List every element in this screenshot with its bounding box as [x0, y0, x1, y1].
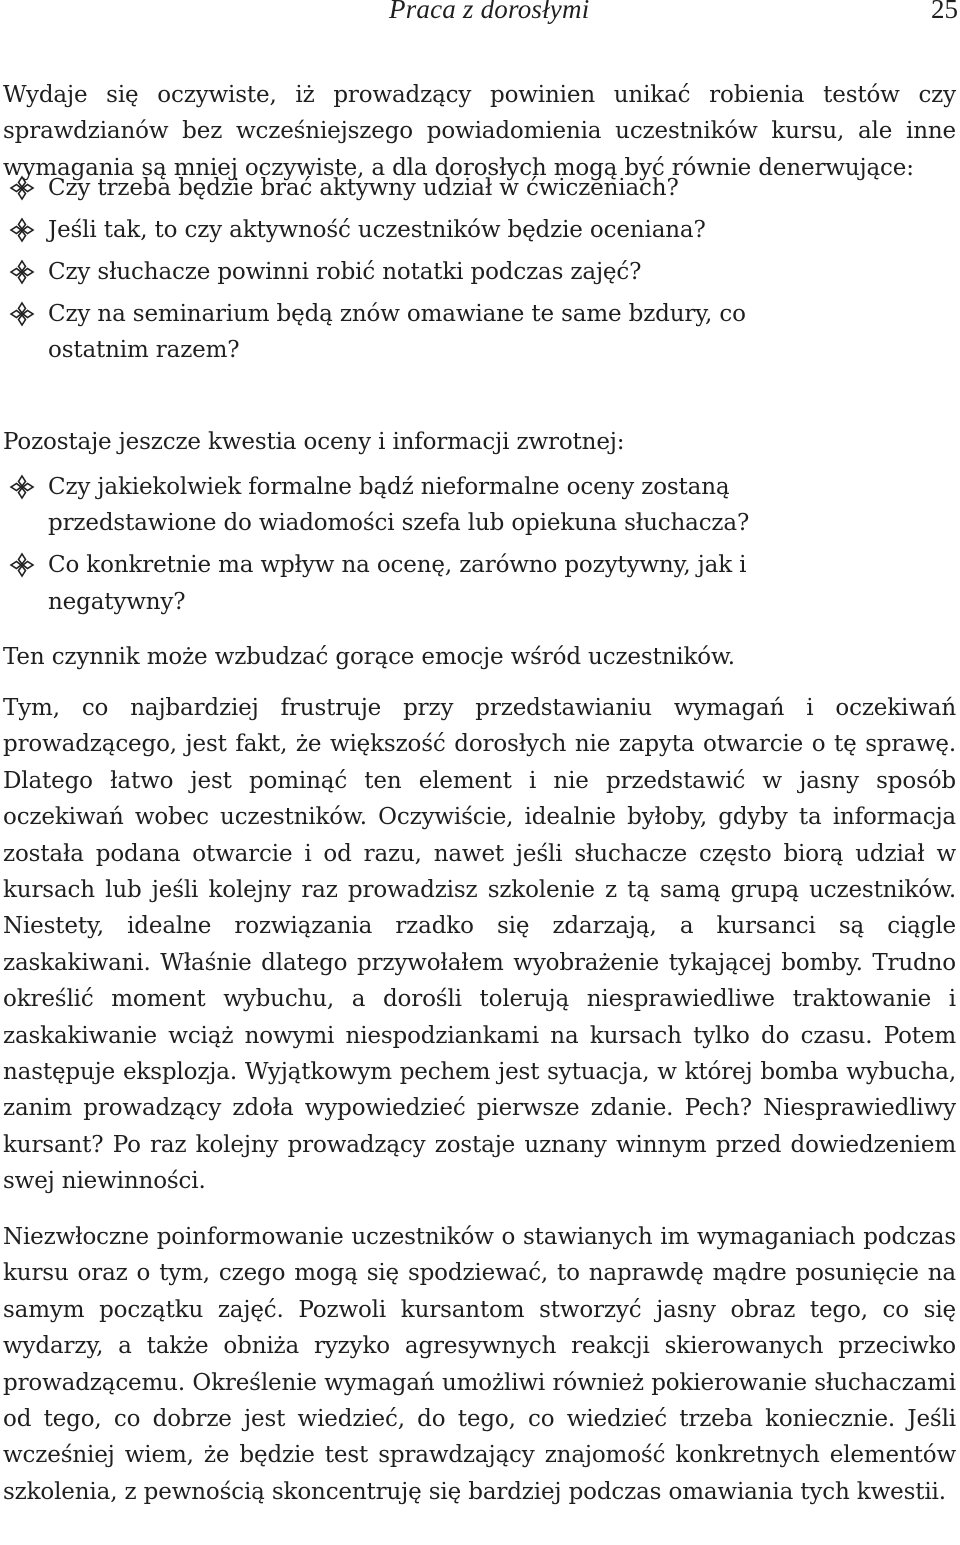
four-diamond-ornament-icon: [8, 473, 36, 501]
list-item-text: Jeśli tak, to czy aktywność uczestników będzie oceniana?: [48, 216, 706, 243]
list-item: [3, 212, 956, 248]
evaluation-paragraph: Pozostaje jeszcze kwestia oceny i informacji zwrotnej:: [3, 429, 625, 455]
four-diamond-ornament-icon: [8, 551, 36, 579]
list-item-text: Co konkretnie ma wpływ na ocenę, zarówno pozytywny, jak i negatywny?: [48, 552, 747, 615]
page-number: 25: [931, 0, 958, 24]
four-diamond-ornament-icon: [8, 174, 36, 202]
list-item-text: Czy słuchacze powinni robić notatki podczas zajęć?: [48, 258, 642, 285]
running-title: Praca z dorosłymi: [389, 0, 590, 24]
four-diamond-ornament-icon: [8, 300, 36, 328]
four-diamond-ornament-icon: [8, 258, 36, 286]
list-item: [3, 469, 873, 542]
questions-list-1: [3, 170, 956, 374]
conclusion-paragraph: Niezwłoczne poinformowanie uczestników o stawianych im wymaganiach podczas kursu oraz o tym, czego mogą się spodziewać, to naprawdę mądre posunięcie na samym początku zajęć. Pozwoli kursantom stworzyć jasny obraz tego, co się wydarzy, a także obniża ryzyko agresywnych reakcji skierowanych przeciwko prowadzącemu. Określenie wymagań umożliwi również pokierowanie słuchaczami od tego, co dobrze jest wiedzieć, do tego, co wiedzieć trzeba koniecznie. Jeśli wcześniej wiem, że będzie test sprawdzający znajomość konkretnych elementów szkolenia, z pewnością skoncentruję się bardziej podczas omawiania tych kwestii.: [3, 1224, 956, 1505]
list-item-text: Czy trzeba będzie brać aktywny udział w ćwiczeniach?: [48, 175, 679, 201]
frustration-paragraph: Tym, co najbardziej frustruje przy przedstawianiu wymagań i oczekiwań prowadzącego, jest fakt, że większość dorosłych nie zapyta otwarcie o tę sprawę. Dlatego łatwo jest pominąć ten element i nie przedstawić w jasny sposób oczekiwań wobec uczestników. Oczywiście, idealnie byłoby, gdyby ta informacja została podana otwarcie i od razu, nawet jeśli słuchacze często biorą udział w kursach lub jeśli kolejny raz prowadzisz szkolenie z tą samą grupą uczestników. Niestety, idealne rozwiązania rzadko się zdarzają, a kursanci są ciągle zaskakiwani. Właśnie dlatego przywołałem wyobrażenie tykającej bomby. Trudno określić moment wybuchu, a dorośli tolerują niesprawiedliwe traktowanie i zaskakiwanie wciąż nowymi niespodziankami na kursach tylko do czasu. Potem następuje eksplozja. Wyjątkowym pechem jest sytuacja, w której bomba wybucha, zanim prowadzący zdoła wypowiedzieć pierwsze zdanie. Pech? Niesprawiedliwy kursant? Po raz kolejny prowadzący zostaje uznany winnym przed dowiedzeniem swej niewinności.: [3, 695, 956, 1195]
list-item: [3, 254, 956, 290]
emotion-paragraph: Ten czynnik może wzbudzać gorące emocje wśród uczestników.: [3, 644, 735, 670]
four-diamond-ornament-icon: [8, 216, 36, 244]
list-item-text: Czy jakiekolwiek formalne bądź nieformalne oceny zostaną przedstawione do wiadomości szefa lub opiekuna słuchacza?: [48, 474, 750, 537]
intro-paragraph: Wydaje się oczywiste, iż prowadzący powinien unikać robienia testów czy sprawdzianów bez wcześniejszego powiadomienia uczestników kursu, ale inne wymagania są mniej oczywiste, a dla dorosłych mogą być równie denerwujące:: [3, 82, 956, 181]
list-item: [3, 296, 808, 369]
list-item: [3, 547, 808, 620]
list-item-text: Czy na seminarium będą znów omawiane te same bzdury, co ostatnim razem?: [48, 300, 746, 364]
questions-list-2: [3, 469, 956, 626]
list-item: [3, 170, 956, 206]
